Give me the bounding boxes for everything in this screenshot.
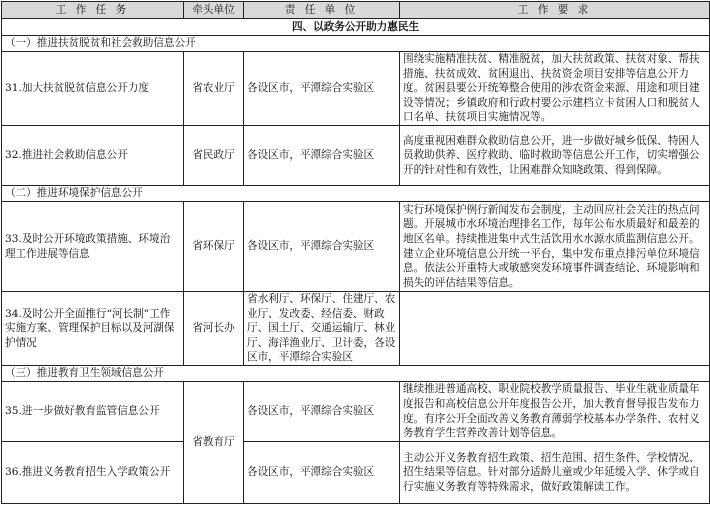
responsible-unit-32: 各设区市，平潭综合实验区 xyxy=(244,126,400,186)
table-row xyxy=(2,442,710,504)
requirement-35: 继续推进普通高校、职业院校教学质量报告、毕业生就业质量年度报告和高校信息公开年度报告公开，加大教育督导报告发布力度。有序公开全面改善义务教育薄弱学校基本办学条件、农村义务教育学生营养改善计划等信息。 xyxy=(400,382,710,442)
requirement-31: 围绕实施精准扶贫、精准脱贫，加大扶贫政策、扶贫对象、帮扶措施、扶贫成效、贫困退出、扶贫资金项目安排等信息公开力度。贫困县要公开统筹整合使用的涉农资金来源、用途和项目建设等情况；乡镇政府和行政村要公示建档立卡贫困人口和脱贫人口名单、扶贫项目实施情况等。 xyxy=(400,52,710,126)
group-title-3: （三）推进教育卫生领域信息公开 xyxy=(2,366,710,382)
lead-unit-32: 省民政厅 xyxy=(184,126,244,186)
task-34: 34.及时公开全面推行“河长制”工作实施方案、管理保护目标以及河湖保护情况 xyxy=(2,292,184,366)
table-row xyxy=(2,126,710,186)
task-31: 31.加大扶贫脱贫信息公开力度 xyxy=(2,52,184,126)
requirement-36: 主动公开义务教育招生政策、招生范围、招生条件、学校情况、招生结果等信息。针对部分适龄儿童或少年延缓入学、休学或自行实施义务教育等特殊需求，做好政策解读工作。 xyxy=(400,442,710,504)
requirement-32: 高度重视困难群众救助信息公开，进一步做好城乡低保、特困人员救助供养、医疗救助、临时救助等信息公开工作，切实增强公开的针对性和有效性，让困难群众知晓政策、得到保障。 xyxy=(400,126,710,186)
section-row xyxy=(2,19,710,36)
header-lead-unit: 牵头单位 xyxy=(184,2,244,19)
table-row xyxy=(2,202,710,292)
header-responsible-unit: 责 任 单 位 xyxy=(244,2,400,19)
group-row xyxy=(2,186,710,202)
work-task-table xyxy=(1,1,710,504)
group-title-1: （一）推进扶贫脱贫和社会救助信息公开 xyxy=(2,36,710,52)
table-row xyxy=(2,382,710,442)
task-36: 36.推进义务教育招生入学政策公开 xyxy=(2,442,184,504)
group-row xyxy=(2,366,710,382)
lead-unit-34: 省河长办 xyxy=(184,292,244,366)
task-35: 35.进一步做好教育监管信息公开 xyxy=(2,382,184,442)
responsible-unit-36: 各设区市，平潭综合实验区 xyxy=(244,442,400,504)
section-title: 四、以政务公开助力惠民生 xyxy=(2,19,710,36)
requirement-34 xyxy=(400,292,710,366)
group-title-2: （二）推进环境保护信息公开 xyxy=(2,186,710,202)
responsible-unit-33: 各设区市，平潭综合实验区 xyxy=(244,202,400,292)
table-row xyxy=(2,292,710,366)
group-row xyxy=(2,36,710,52)
responsible-unit-35: 各设区市，平潭综合实验区 xyxy=(244,382,400,442)
header-row xyxy=(2,2,710,19)
header-task: 工 作 任 务 xyxy=(2,2,184,19)
lead-unit-35-36: 省教育厅 xyxy=(184,382,244,504)
header-requirement: 工 作 要 求 xyxy=(400,2,710,19)
responsible-unit-31: 各设区市，平潭综合实验区 xyxy=(244,52,400,126)
table-row xyxy=(2,52,710,126)
requirement-33: 实行环境保护例行新闻发布会制度，主动回应社会关注的热点问题。开展城市水环境治理排名工作，每年公布水质最好和最差的地区名单。持续推进集中式生活饮用水水源水质监测信息公开。建立企业环境信息公开统一平台，集中发布重点排污单位环境信息。依法公开重特大或敏感突发环境事件调查结论、环境影响和损失的评估结果等信息。 xyxy=(400,202,710,292)
lead-unit-31: 省农业厅 xyxy=(184,52,244,126)
responsible-unit-34: 省水利厅、环保厅、住建厅、农业厅、发改委、经信委、财政厅、国土厅、交通运输厅、林业厅、海洋渔业厅、卫计委，各设区市，平潭综合实验区 xyxy=(244,292,400,366)
lead-unit-33: 省环保厅 xyxy=(184,202,244,292)
task-32: 32.推进社会救助信息公开 xyxy=(2,126,184,186)
task-33: 33.及时公开环境政策措施、环境治理工作进展等信息 xyxy=(2,202,184,292)
